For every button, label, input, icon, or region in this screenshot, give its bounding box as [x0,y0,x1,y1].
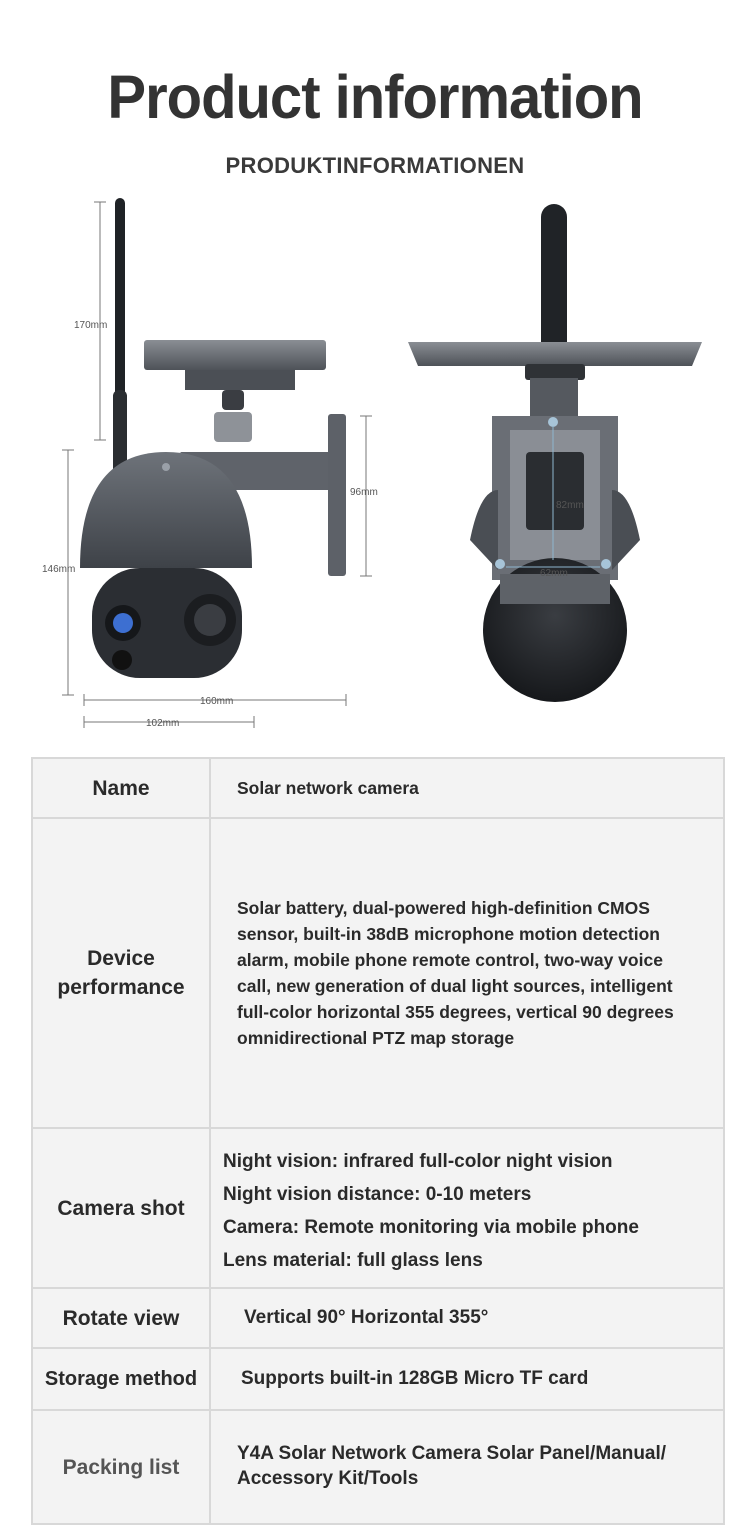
row-value: Vertical 90° Horizontal 355° [244,1307,489,1328]
product-dimension-drawing [0,190,750,750]
table-row-device-performance [33,819,723,1129]
page-subtitle: PRODUKTINFORMATIONEN [225,153,525,178]
row-value: Y4A Solar Network Camera Solar Panel/Manual/ Accessory Kit/Tools [237,1443,667,1489]
dim-body-height: 146mm [42,564,76,575]
dim-width: 102mm [146,718,180,729]
camera-line: Lens material: full glass lens [223,1250,483,1271]
row-value: Supports built-in 128GB Micro TF card [241,1368,589,1389]
camera-line: Camera: Remote monitoring via mobile phone [223,1217,639,1238]
camera-line: Night vision distance: 0-10 meters [223,1184,532,1205]
row-label: Name [33,759,211,817]
dim-back-width: 62mm [540,568,568,579]
table-row-storage-method [33,1349,723,1411]
row-label: Packing list [33,1411,211,1523]
dim-bracket: 96mm [350,487,378,498]
row-value: Solar network camera [237,778,419,798]
dim-back-height: 82mm [556,500,584,511]
dim-antenna: 170mm [74,320,108,331]
row-label: Rotate view [33,1289,211,1347]
wall-plate [328,414,346,576]
table-row-rotate-view [33,1289,723,1349]
dim-depth: 160mm [200,696,234,707]
camera-line: Night vision: infrared full-color night vision [223,1151,613,1172]
row-label: Device performance [33,819,211,1127]
spec-table [31,757,725,1525]
table-row-packing-list [33,1411,723,1523]
row-label: Camera shot [33,1129,211,1287]
page-title: Product information [107,63,643,132]
row-value: Solar battery, dual-powered high-definition CMOS sensor, built-in 38dB microphone motion detection alarm, mobile phone remote control, two-way voice call, new generation of dual light sources, intelligent full-color horizontal 355 degrees, vertical 90 degrees omnidirectional PTZ map storage [237,898,674,1048]
row-value [213,1129,723,1287]
solar-panel [144,340,326,370]
table-row-name [33,759,723,819]
table-row-camera-shot [33,1129,723,1289]
row-label: Storage method [33,1349,211,1409]
